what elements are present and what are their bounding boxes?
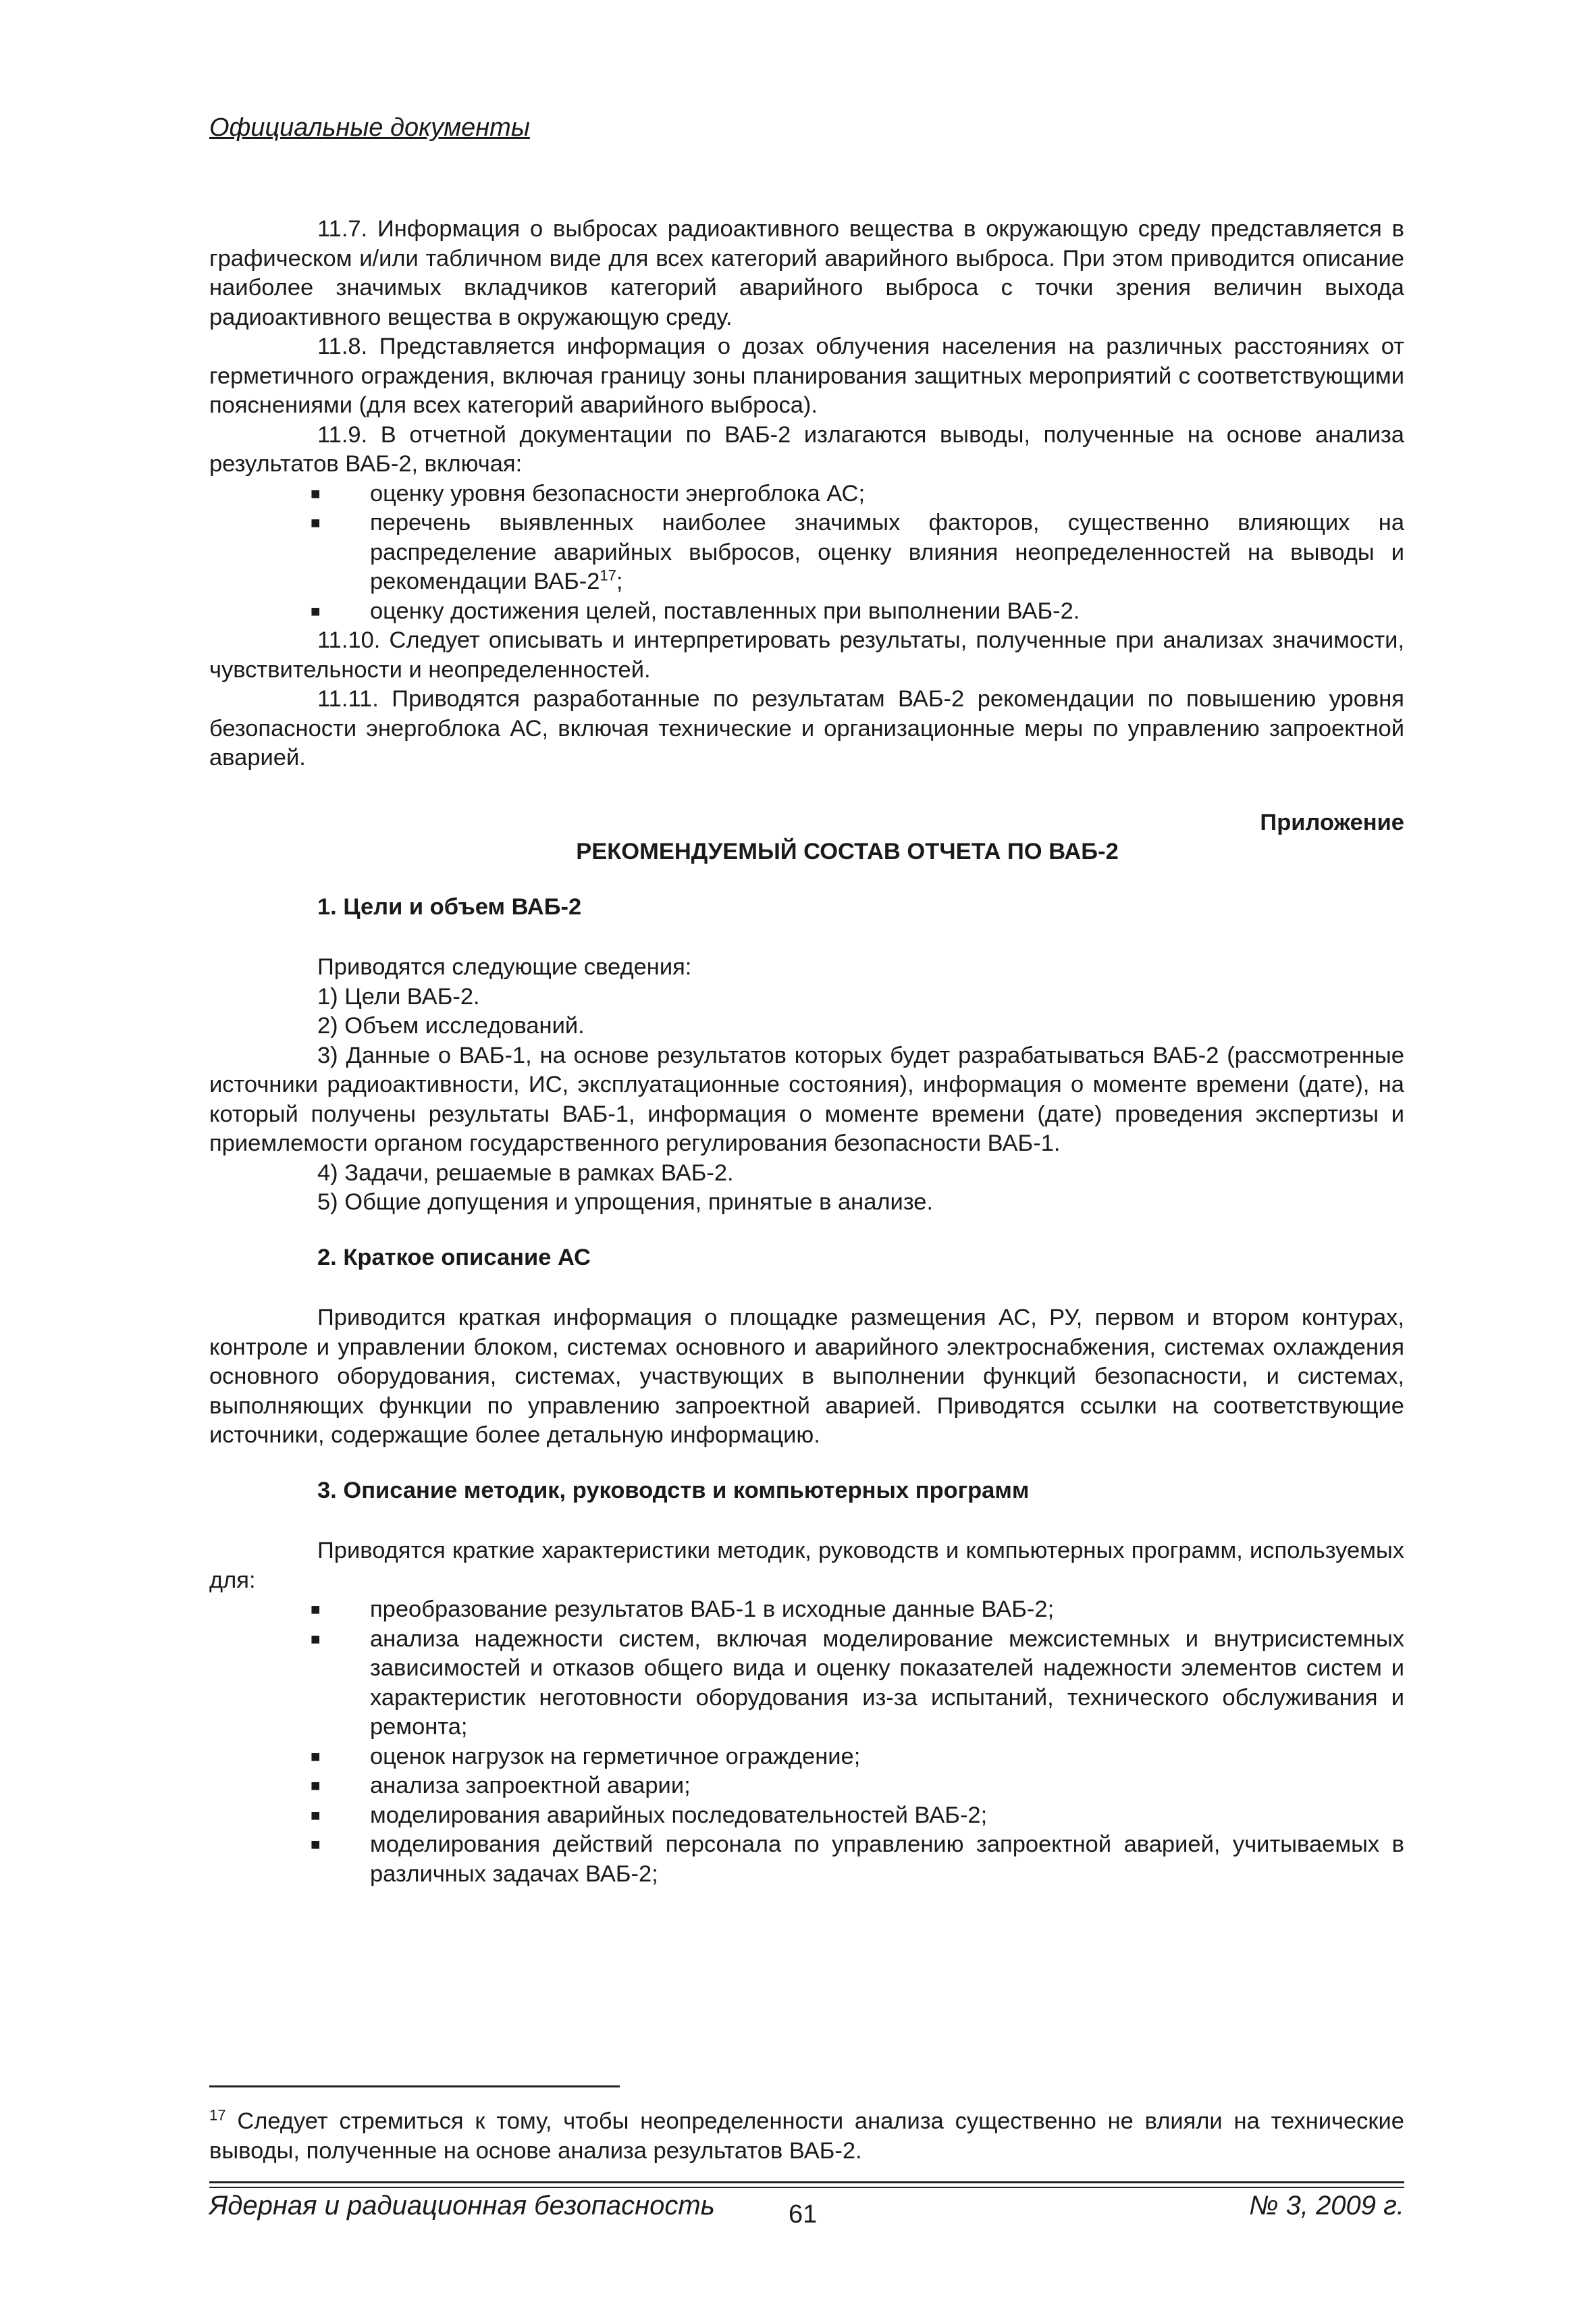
list-item: ■ анализа запроектной аварии; [209, 1771, 1404, 1801]
paragraph-11-8: 11.8. Представляется информация о дозах облучения населения на различных расстояниях от герметичного ограждения, включая границу зоны планирования защитных мероприятий с соответствующими пояснениями (для всех категорий аварийного выброса). [209, 334, 1404, 418]
list-item: ■ анализа надежности систем, включая моделирование межсистемных и внутрисистемных зависимостей и отказов общего вида и оценку показателей надежности элементов систем и характеристик неготовности оборудования из-за испытаний, технического обслуживания и ремонта; [311, 1626, 1404, 1740]
square-bullet-icon: ■ [311, 1601, 321, 1619]
paragraph-11-9: 11.9. В отчетной документации по ВАБ-2 излагаются выводы, полученные на основе анализа результатов ВАБ-2, включая: [209, 421, 1404, 477]
footnote-divider [209, 2085, 620, 2087]
paragraph-11-11: 11.11. Приводятся разработанные по результатам ВАБ-2 рекомендации по повышению уровня безопасности энергоблока АС, включая технические и организационные меры по управлению запроектной аварией. [209, 686, 1404, 771]
section-1-heading: 1. Цели и объем ВАБ-2 [317, 893, 582, 920]
square-bullet-icon: ■ [311, 514, 321, 532]
section-2-text: Приводится краткая информация о площадке размещения АС, РУ, первом и втором контурах, контроле и управлении блоком, системах основного и аварийного электроснабжения, системах охлаждения основного оборудования, системах, участвующих в выполнении функций безопасности, и системах, выполняющих функции по управлению запроектной аварией. Приводятся ссылки на соответствующие источники, содержащие более детальную информацию. [209, 1305, 1404, 1448]
square-bullet-icon: ■ [311, 1806, 321, 1825]
paragraph-11-7: 11.7. Информация о выбросах радиоактивного вещества в окружающую среду представляется в графическом и/или табличном виде для всех категорий аварийного выброса. При этом приводится описание наиболее значимых вкладчиков категорий аварийного выброса с точки зрения величин выхода радиоактивного вещества в окружающую среду. [209, 216, 1404, 330]
paragraph-11-10: 11.10. Следует описывать и интерпретировать результаты, полученные при анализах значимости, чувствительности и неопределенностей. [209, 627, 1404, 683]
section-1-intro: Приводятся следующие сведения: [317, 954, 692, 980]
list-item: 4) Задачи, решаемые в рамках ВАБ-2. [317, 1160, 734, 1186]
methods-list [209, 1595, 1404, 1889]
section-2-heading: 2. Краткое описание АС [317, 1244, 591, 1270]
conclusions-list [209, 479, 1404, 627]
running-title: Официальные документы [209, 113, 530, 142]
square-bullet-icon: ■ [311, 1630, 321, 1648]
section-3-intro: Приводятся краткие характеристики методик, руководств и компьютерных программ, используемых для: [209, 1538, 1404, 1593]
list-item: ■ преобразование результатов ВАБ-1 в исходные данные ВАБ-2; [209, 1595, 1404, 1625]
footnote [209, 2107, 1404, 2166]
list-item: 1) Цели ВАБ-2. [317, 983, 480, 1010]
list-item: 5) Общие допущения и упрощения, принятые в анализе. [317, 1189, 934, 1215]
footnote-text: Следует стремиться к тому, чтобы неопределенности анализа существенно не влияли на технические выводы, полученные на основе анализа результатов ВАБ-2. [209, 2108, 1404, 2164]
list-item: ■ оценок нагрузок на герметичное ограждение; [209, 1742, 1404, 1772]
list-item: ■ моделирования аварийных последовательностей ВАБ-2; [209, 1801, 1404, 1831]
footer-divider [209, 2187, 1404, 2188]
page-body [209, 215, 1404, 1889]
footnote-reference: 17 [600, 567, 616, 584]
list-item: ■ оценку достижения целей, поставленных при выполнении ВАБ-2. [209, 597, 1404, 627]
footnote-number: 17 [209, 2106, 226, 2124]
journal-title: Ядерная и радиационная безопасность [209, 2191, 715, 2220]
list-item: 3) Данные о ВАБ-1, на основе результатов которых будет разрабатываться ВАБ-2 (рассмотренные источники радиоактивности, ИС, эксплуатационные состояния), информация о моменте времени (дате), на который получены результаты ВАБ-1, информация о моменте времени (дате) проведения экспертизы и приемлемости органом государственного регулирования безопасности ВАБ-1. [209, 1042, 1404, 1156]
page-number: 61 [789, 2200, 818, 2229]
square-bullet-icon: ■ [311, 1747, 321, 1766]
list-item: ■ оценку уровня безопасности энергоблока АС; [209, 479, 1404, 509]
square-bullet-icon: ■ [311, 1836, 321, 1854]
section-1-body [209, 953, 1404, 1218]
list-item: ■ моделирования действий персонала по управлению запроектной аварией, учитываемых в различных задачах ВАБ-2; [311, 1831, 1404, 1887]
issue-label: № 3, 2009 г. [1249, 2191, 1404, 2220]
list-item: 2) Объем исследований. [317, 1013, 585, 1039]
square-bullet-icon: ■ [311, 1777, 321, 1795]
appendix-label: Приложение [1260, 809, 1404, 835]
list-item: ■ перечень выявленных наиболее значимых факторов, существенно влияющих на распределение аварийных выбросов, оценку влияния неопределенностей на выводы и рекомендации ВАБ-$2^{17}$; [311, 510, 1404, 594]
appendix-title: РЕКОМЕНДУЕМЫЙ СОСТАВ ОТЧЕТА ПО ВАБ-2 [576, 839, 1119, 864]
footer-divider [209, 2181, 1404, 2183]
square-bullet-icon: ■ [311, 484, 321, 503]
section-3-heading: 3. Описание методик, руководств и компьютерных программ [317, 1477, 1030, 1503]
square-bullet-icon: ■ [311, 602, 321, 621]
